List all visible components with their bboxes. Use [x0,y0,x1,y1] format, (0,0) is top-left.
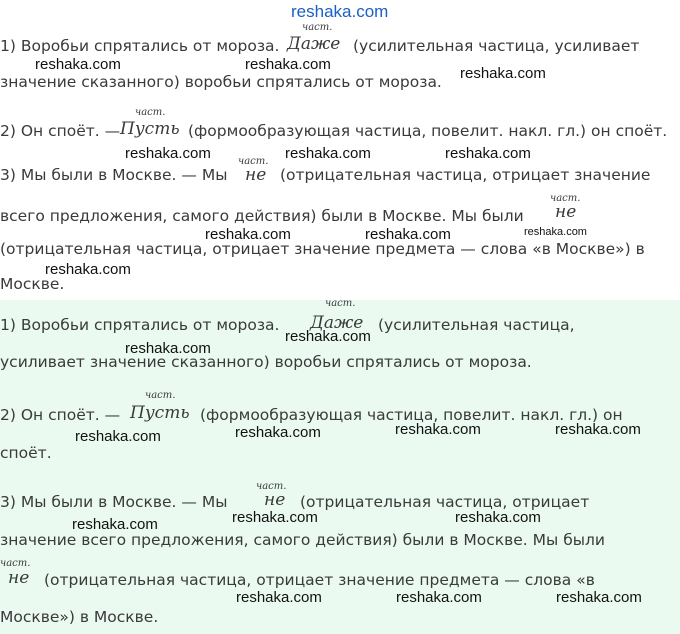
watermark: reshaka.com [524,226,587,238]
g-line8: Москве») в Москве. [0,608,159,626]
w-line3-start: 2) Он споёт. — [0,122,121,140]
watermark: reshaka.com [235,424,321,441]
g-line1-start: 1) Воробьи спрятались от мороза. [0,316,280,334]
watermark: reshaka.com [75,428,161,445]
w-line6: (отрицательная частица, отрицает значение предмета — слова «в Москве») в [0,240,645,258]
site-title[interactable]: reshaka.com [291,2,389,21]
watermark: reshaka.com [396,589,482,606]
g-line1-end: (усилительная частица, [378,316,575,334]
watermark: reshaka.com [365,226,451,243]
g-label-chast-3: част. [256,481,287,492]
watermark: reshaka.com [556,589,642,606]
watermark: reshaka.com [205,226,291,243]
g-line5-end: (отрицательная частица, отрицает [300,493,590,511]
watermark: reshaka.com [125,145,211,162]
watermark: reshaka.com [125,340,211,357]
watermark: reshaka.com [72,516,158,533]
w-line4-end: (отрицательная частица, отрицает значение [280,166,651,184]
w-line1-end: (усилительная частица, усиливает [353,37,640,55]
watermark: reshaka.com [460,65,546,82]
g-particle-dazhe: Даже [310,313,364,333]
g-line5-start: 3) Мы были в Москве. — Мы [0,493,228,511]
w-line2: значение сказанного) воробьи спрятались от мороза. [0,73,442,91]
watermark: reshaka.com [555,421,641,438]
watermark: reshaka.com [232,509,318,526]
w-particle-ne-2: не [555,202,577,222]
g-label-chast-4: част. [0,558,31,569]
w-line3-end: (формообразующая частица, повелит. накл. гл.) он споёт. [188,122,668,140]
w-line5: всего предложения, самого действия) были в Москве. Мы были [0,207,524,225]
w-label-chast-2: част. [135,107,166,118]
watermark: reshaka.com [445,145,531,162]
w-line1-start: 1) Воробьи спрятались от мороза. [0,37,280,55]
w-label-chast-1: част. [302,22,333,33]
g-label-chast-2: част. [145,390,176,401]
watermark: reshaka.com [245,56,331,73]
w-label-chast-4: част. [550,193,581,204]
g-particle-ne-2: не [8,568,30,588]
watermark: reshaka.com [285,145,371,162]
g-line4: споёт. [0,444,52,462]
g-line7: (отрицательная частица, отрицает значение предмета — слова «в [44,571,595,589]
watermark: reshaka.com [285,328,371,345]
w-line7: Москве. [0,275,65,293]
g-line3-start: 2) Он споёт. — [0,406,121,424]
w-label-chast-3: част. [238,156,269,167]
g-particle-ne-1: не [264,490,286,510]
watermark: reshaka.com [236,589,322,606]
w-particle-ne-1: не [245,165,267,185]
g-label-chast-1: част. [325,298,356,309]
watermark: reshaka.com [395,421,481,438]
g-line3-end: (формообразующая частица, повелит. накл. гл.) он [200,406,623,424]
w-particle-dazhe: Даже [287,34,341,54]
watermark: reshaka.com [35,56,121,73]
g-line2: усиливает значение сказанного) воробьи спрятались от мороза. [0,353,532,371]
g-particle-pust: Пусть [130,403,190,423]
w-particle-pust: Пусть [120,119,180,139]
w-line4-start: 3) Мы были в Москве. — Мы [0,166,228,184]
watermark: reshaka.com [45,261,131,278]
watermark: reshaka.com [455,509,541,526]
g-line6: значение всего предложения, самого действия) были в Москве. Мы были [0,531,605,549]
